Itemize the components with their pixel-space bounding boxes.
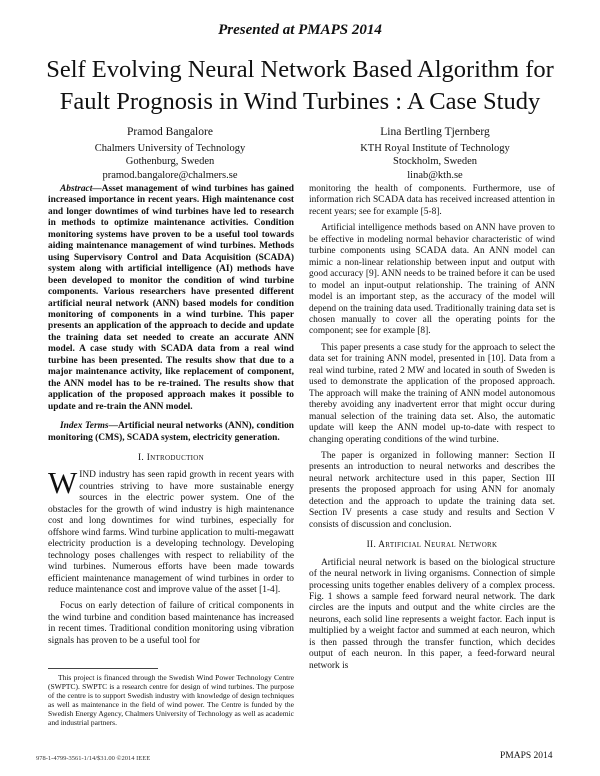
author-name: Lina Bertling Tjernberg (380, 126, 490, 138)
section-heading-ann: II. Artificial Neural Network (366, 540, 498, 551)
copyright-line: 978-1-4799-3561-1/14/$31.00 ©2014 IEEE (36, 755, 151, 762)
abstract-text: —Asset management of wind turbines has gained increased importance in recent years. High maintenance cost and longer downtimes of wind turbines have led to research in methods to optimize maintenance activities. Condition monitoring systems have proven to be a useful tool towards aiding maintenance management of wind turbines. Methods using Supervisory Control and Data Acquisition (SCADA) system along with artificial intelligence (AI) methods have been developed to monitor the condition of wind turbine components. Various researchers have presented different artificial neural network (ANN) based models for condition monitoring of components in a wind turbine. This paper presents an application of the approach to decide and update the training data set needed to create an accurate ANN model. A case study with SCADA data from a real wind turbine has been presented. The results show that due to a major maintenance activity, like replacement of component, the ANN model has to be re-trained. The results show that application of the proposed approach makes it possible to update and re-train the ANN model. (48, 184, 294, 412)
section-heading-introduction: I. Introduction (138, 452, 204, 463)
footnote (48, 673, 294, 727)
index-terms-text: —Artificial neural networks (ANN), condition monitoring (CMS), SCADA system, electricity generation. (48, 421, 294, 443)
author-block-2 (325, 126, 545, 182)
right-column (309, 184, 555, 677)
right-paragraph-2: Artificial intelligence methods based on ANN have proven to be effective in modeling normal behavior characteristic of wind turbine components using SCADA data. An ANN model can mimic a non-linear relationship between input and output with good accuracy [9]. ANN needs to be trained before it can be used to model an input-output relationship. The training of ANN model is an important step, as the accuracy of the model will depend on the training data used. Traditionally training data set is chosen manually to cover all the operating points for the component; see for example [8]. (309, 223, 555, 337)
index-terms-lead: Index Terms (60, 421, 109, 432)
intro-paragraph-1 (48, 465, 294, 596)
author-location: Stockholm, Sweden (393, 156, 477, 167)
author-affiliation: Chalmers University of Technology (94, 142, 246, 154)
footer-conference: PMAPS 2014 (500, 751, 553, 761)
intro-paragraph-2: Focus on early detection of failure of critical components in the wind turbine and condition based maintenance has increased in recent times. Traditional condition monitoring using vibration signals has proven to be a useful tool for (48, 601, 294, 646)
author-location: Gothenburg, Sweden (125, 156, 215, 167)
drop-cap: W (48, 465, 78, 501)
left-column (48, 184, 294, 652)
intro-paragraph-1-text: IND industry has seen rapid growth in recent years with countries striving to have more sustainable energy sources in the electric power system. One of the obstacles for the growth of wind industry is high maintenance cost and long downtimes for wind turbines, especially for offshore wind farms. Wind turbine application to multi-megawatt electricity production is a developing technology. Developing technology poses challenges with respect to reliability of the wind turbines. Numerous efforts have been made towards efficient maintenance management of wind turbines in order to reduce maintenance cost and improve value of the asset [1-4]. (48, 470, 294, 595)
author-email: pramod.bangalore@chalmers.se (102, 169, 238, 181)
author-affiliation: KTH Royal Institute of Technology (360, 142, 510, 154)
abstract-lead: Abstract (60, 184, 93, 194)
footnote-text: This project is financed through the Swedish Wind Power Technology Centre (SWPTC). SWPTC is a research centre for design of wind turbines. The purpose of the centre is to support Swedish industry with knowledge of design techniques as well as maintenance in the field of wind power. The Centre is funded by the Swedish Energy Agency, Chalmers University of Technology as well as academic and industrial partners. (48, 673, 294, 727)
author-block-1 (60, 126, 280, 182)
index-terms (48, 421, 294, 444)
paper-title: Self Evolving Neural Network Based Algorithm for Fault Prognosis in Wind Turbines : A Case Study (46, 56, 554, 115)
author-email: linab@kth.se (407, 169, 463, 181)
abstract (48, 184, 294, 413)
right-paragraph-1: monitoring the health of components. Furthermore, use of information rich SCADA data has received increased attention in recent years; see for example [5-8]. (309, 184, 555, 217)
right-paragraph-3: This paper presents a case study for the approach to select the data set for training ANN model, presented in [10]. Data from a real wind turbine, rated 2 MW and located in south of Sweden is used to demonstrate the application of the proposed approach. The approach will make the training of ANN model autonomous thereby avoiding any inadvertent error that might occur during manual selection of the training data set. Also, the automatic update will keep the ANN model up-to-date with respect to changing operating conditions of the wind turbine. (309, 342, 555, 445)
conference-banner: Presented at PMAPS 2014 (218, 22, 382, 38)
footnote-divider (48, 668, 158, 669)
author-name: Pramod Bangalore (127, 126, 213, 138)
right-paragraph-4: The paper is organized in following manner: Section II presents an introduction to neural networks and describes the neural network architecture used in this paper, Section III presents the proposed approach for using ANN for anomaly detection and the approach to update the training data set. Section IV presents a case study and results and Section V consists of discussion and conclusion. (309, 450, 555, 530)
right-paragraph-5: Artificial neural network is based on the biological structure of the neural network in living organisms. Connection of simple processing units together enables delivery of a complex process. Fig. 1 shows a sample feed forward neural network. The dark circles are the inputs and output and the white circles are the neurons, each solid line represents a weight factor. Each input is multiplied by a weight factor and summed at each neuron, which is then passed through the transfer function, which decides output of each neuron. In this paper, a feed-forward neural network is (309, 557, 555, 671)
